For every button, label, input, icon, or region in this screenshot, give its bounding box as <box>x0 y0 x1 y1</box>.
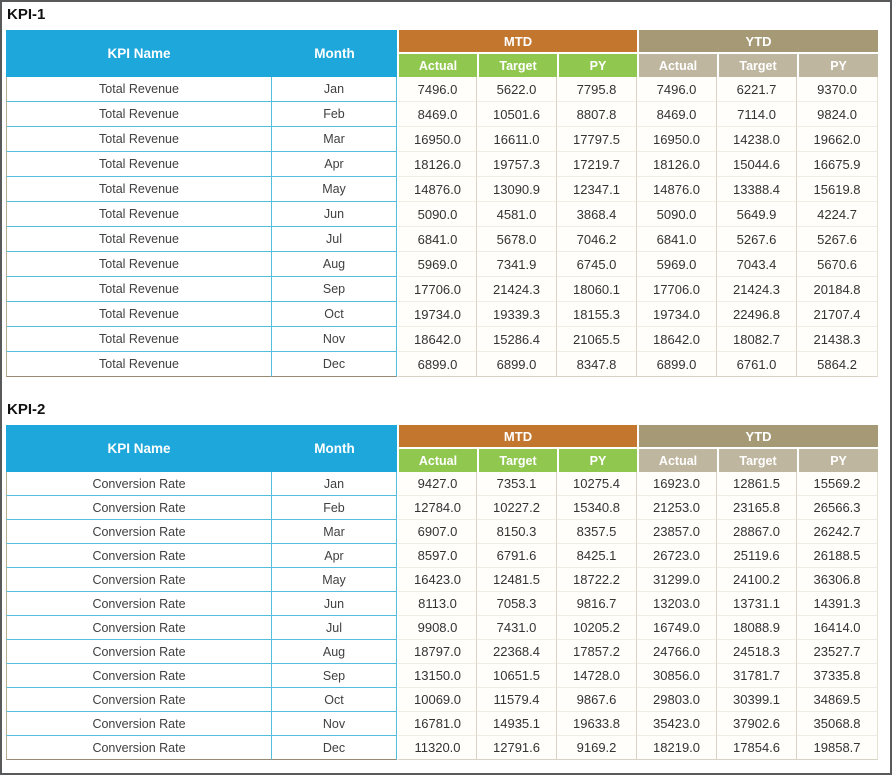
table-row <box>6 640 878 664</box>
ytd-actual-cell: 21253.0 <box>637 496 717 520</box>
ytd-actual-cell: 8469.0 <box>637 102 717 127</box>
ytd-target-cell: 23165.8 <box>717 496 797 520</box>
mtd-target-cell: 5622.0 <box>477 77 557 102</box>
mtd-target-cell: 10227.2 <box>477 496 557 520</box>
ytd-target-cell: 25119.6 <box>717 544 797 568</box>
mtd-actual-cell: 16950.0 <box>397 127 477 152</box>
ytd-actual-cell: 6841.0 <box>637 227 717 252</box>
ytd-py-cell: 26188.5 <box>797 544 878 568</box>
month-header: Month <box>272 425 397 472</box>
ytd-py-cell: 9824.0 <box>797 102 878 127</box>
kpi-name-cell: Total Revenue <box>6 352 272 377</box>
ytd-actual-cell: 23857.0 <box>637 520 717 544</box>
ytd-target-cell: 37902.6 <box>717 712 797 736</box>
kpi-name-cell: Conversion Rate <box>6 472 272 496</box>
mtd-target-cell: 15286.4 <box>477 327 557 352</box>
kpi-name-cell: Total Revenue <box>6 227 272 252</box>
kpi-name-cell: Conversion Rate <box>6 592 272 616</box>
mtd-py-cell: 17219.7 <box>557 152 637 177</box>
table-row <box>6 736 878 760</box>
mtd-target-cell: 16611.0 <box>477 127 557 152</box>
ytd-py-cell: 20184.8 <box>797 277 878 302</box>
kpi-2-rows <box>6 472 878 760</box>
mtd-target-cell: 6899.0 <box>477 352 557 377</box>
mtd-target-cell: 12481.5 <box>477 568 557 592</box>
ytd-py-cell: 37335.8 <box>797 664 878 688</box>
ytd-py-cell: 14391.3 <box>797 592 878 616</box>
ytd-group-header: YTD <box>637 425 878 447</box>
mtd-actual-cell: 6907.0 <box>397 520 477 544</box>
mtd-py-cell: 9867.6 <box>557 688 637 712</box>
table-row <box>6 496 878 520</box>
month-cell: Apr <box>272 544 397 568</box>
mtd-py-cell: 8347.8 <box>557 352 637 377</box>
table-row <box>6 472 878 496</box>
table-row <box>6 616 878 640</box>
month-cell: Jun <box>272 202 397 227</box>
mtd-actual-cell: 16423.0 <box>397 568 477 592</box>
month-cell: Dec <box>272 736 397 760</box>
table-row <box>6 302 878 327</box>
ytd-target-cell: 17854.6 <box>717 736 797 760</box>
month-cell: Jan <box>272 472 397 496</box>
ytd-target-cell: 6221.7 <box>717 77 797 102</box>
mtd-actual-cell: 8469.0 <box>397 102 477 127</box>
ytd-actual-cell: 29803.0 <box>637 688 717 712</box>
ytd-actual-cell: 31299.0 <box>637 568 717 592</box>
ytd-target-header: Target <box>717 52 797 77</box>
mtd-py-cell: 17797.5 <box>557 127 637 152</box>
month-cell: Aug <box>272 640 397 664</box>
table-row <box>6 177 878 202</box>
ytd-target-cell: 31781.7 <box>717 664 797 688</box>
mtd-py-cell: 10275.4 <box>557 472 637 496</box>
month-cell: Mar <box>272 127 397 152</box>
ytd-actual-cell: 30856.0 <box>637 664 717 688</box>
month-cell: Nov <box>272 712 397 736</box>
table-row <box>6 352 878 377</box>
mtd-target-cell: 14935.1 <box>477 712 557 736</box>
table-row <box>6 202 878 227</box>
mtd-py-cell: 18722.2 <box>557 568 637 592</box>
table-row <box>6 127 878 152</box>
ytd-py-header: PY <box>797 447 878 472</box>
mtd-actual-cell: 5969.0 <box>397 252 477 277</box>
ytd-target-cell: 30399.1 <box>717 688 797 712</box>
mtd-py-cell: 7795.8 <box>557 77 637 102</box>
kpi-name-cell: Total Revenue <box>6 127 272 152</box>
ytd-target-header: Target <box>717 447 797 472</box>
kpi-name-cell: Total Revenue <box>6 327 272 352</box>
ytd-actual-header: Actual <box>637 52 717 77</box>
ytd-actual-cell: 16923.0 <box>637 472 717 496</box>
month-cell: Jul <box>272 616 397 640</box>
mtd-target-cell: 7431.0 <box>477 616 557 640</box>
mtd-actual-cell: 8597.0 <box>397 544 477 568</box>
ytd-py-cell: 16675.9 <box>797 152 878 177</box>
report-window <box>2 2 890 760</box>
ytd-actual-cell: 7496.0 <box>637 77 717 102</box>
table-row <box>6 227 878 252</box>
mtd-py-cell: 7046.2 <box>557 227 637 252</box>
ytd-target-cell: 22496.8 <box>717 302 797 327</box>
ytd-target-cell: 28867.0 <box>717 520 797 544</box>
mtd-target-header: Target <box>477 52 557 77</box>
kpi-1-title: KPI-1 <box>7 6 46 23</box>
month-cell: Nov <box>272 327 397 352</box>
mtd-actual-cell: 18642.0 <box>397 327 477 352</box>
kpi-name-cell: Conversion Rate <box>6 616 272 640</box>
ytd-actual-cell: 35423.0 <box>637 712 717 736</box>
ytd-target-cell: 18082.7 <box>717 327 797 352</box>
month-cell: Jul <box>272 227 397 252</box>
ytd-target-cell: 13731.1 <box>717 592 797 616</box>
month-cell: Feb <box>272 102 397 127</box>
ytd-actual-cell: 24766.0 <box>637 640 717 664</box>
ytd-target-cell: 7043.4 <box>717 252 797 277</box>
mtd-py-cell: 12347.1 <box>557 177 637 202</box>
table-row <box>6 712 878 736</box>
mtd-actual-cell: 6899.0 <box>397 352 477 377</box>
kpi-name-cell: Conversion Rate <box>6 568 272 592</box>
ytd-actual-cell: 13203.0 <box>637 592 717 616</box>
ytd-py-cell: 21707.4 <box>797 302 878 327</box>
mtd-target-cell: 5678.0 <box>477 227 557 252</box>
mtd-target-cell: 7058.3 <box>477 592 557 616</box>
ytd-py-cell: 19858.7 <box>797 736 878 760</box>
ytd-target-cell: 5267.6 <box>717 227 797 252</box>
table-row <box>6 520 878 544</box>
ytd-target-cell: 6761.0 <box>717 352 797 377</box>
mtd-py-cell: 17857.2 <box>557 640 637 664</box>
mtd-actual-cell: 12784.0 <box>397 496 477 520</box>
ytd-target-cell: 14238.0 <box>717 127 797 152</box>
mtd-py-cell: 15340.8 <box>557 496 637 520</box>
month-header: Month <box>272 30 397 77</box>
mtd-target-cell: 11579.4 <box>477 688 557 712</box>
mtd-py-cell: 21065.5 <box>557 327 637 352</box>
ytd-actual-cell: 16950.0 <box>637 127 717 152</box>
kpi-name-cell: Conversion Rate <box>6 736 272 760</box>
ytd-actual-cell: 18642.0 <box>637 327 717 352</box>
ytd-target-cell: 5649.9 <box>717 202 797 227</box>
mtd-actual-cell: 14876.0 <box>397 177 477 202</box>
table-row <box>6 568 878 592</box>
ytd-py-cell: 4224.7 <box>797 202 878 227</box>
mtd-actual-cell: 7496.0 <box>397 77 477 102</box>
mtd-target-cell: 8150.3 <box>477 520 557 544</box>
mtd-py-cell: 6745.0 <box>557 252 637 277</box>
ytd-target-cell: 13388.4 <box>717 177 797 202</box>
ytd-target-cell: 15044.6 <box>717 152 797 177</box>
month-cell: Mar <box>272 520 397 544</box>
month-cell: Apr <box>272 152 397 177</box>
ytd-py-cell: 19662.0 <box>797 127 878 152</box>
mtd-py-cell: 8425.1 <box>557 544 637 568</box>
ytd-py-cell: 15569.2 <box>797 472 878 496</box>
month-cell: Oct <box>272 302 397 327</box>
ytd-actual-cell: 5969.0 <box>637 252 717 277</box>
kpi-name-cell: Total Revenue <box>6 277 272 302</box>
mtd-actual-header: Actual <box>397 447 477 472</box>
mtd-target-cell: 6791.6 <box>477 544 557 568</box>
month-cell: Jan <box>272 77 397 102</box>
month-cell: Jun <box>272 592 397 616</box>
kpi-name-header: KPI Name <box>6 425 272 472</box>
mtd-target-cell: 19339.3 <box>477 302 557 327</box>
mtd-target-cell: 4581.0 <box>477 202 557 227</box>
mtd-actual-cell: 10069.0 <box>397 688 477 712</box>
ytd-actual-cell: 6899.0 <box>637 352 717 377</box>
table-row <box>6 152 878 177</box>
ytd-target-cell: 12861.5 <box>717 472 797 496</box>
mtd-actual-cell: 13150.0 <box>397 664 477 688</box>
mtd-actual-header: Actual <box>397 52 477 77</box>
mtd-py-header: PY <box>557 447 637 472</box>
ytd-target-cell: 21424.3 <box>717 277 797 302</box>
ytd-py-cell: 36306.8 <box>797 568 878 592</box>
table-row <box>6 252 878 277</box>
ytd-py-cell: 23527.7 <box>797 640 878 664</box>
kpi-name-header: KPI Name <box>6 30 272 77</box>
kpi-name-cell: Total Revenue <box>6 252 272 277</box>
mtd-py-header: PY <box>557 52 637 77</box>
mtd-actual-cell: 8113.0 <box>397 592 477 616</box>
mtd-target-cell: 13090.9 <box>477 177 557 202</box>
ytd-py-cell: 9370.0 <box>797 77 878 102</box>
ytd-group-header: YTD <box>637 30 878 52</box>
mtd-actual-cell: 5090.0 <box>397 202 477 227</box>
kpi-1-table <box>6 30 878 377</box>
mtd-py-cell: 19633.8 <box>557 712 637 736</box>
ytd-target-cell: 24100.2 <box>717 568 797 592</box>
ytd-py-cell: 16414.0 <box>797 616 878 640</box>
month-cell: Sep <box>272 664 397 688</box>
mtd-actual-cell: 17706.0 <box>397 277 477 302</box>
ytd-py-cell: 5670.6 <box>797 252 878 277</box>
month-cell: Aug <box>272 252 397 277</box>
kpi-1-rows <box>6 77 878 377</box>
kpi-name-cell: Total Revenue <box>6 152 272 177</box>
mtd-actual-cell: 9427.0 <box>397 472 477 496</box>
mtd-target-cell: 10651.5 <box>477 664 557 688</box>
mtd-actual-cell: 16781.0 <box>397 712 477 736</box>
mtd-actual-cell: 19734.0 <box>397 302 477 327</box>
mtd-group-header: MTD <box>397 30 637 52</box>
ytd-actual-cell: 18126.0 <box>637 152 717 177</box>
month-cell: Oct <box>272 688 397 712</box>
kpi-name-cell: Total Revenue <box>6 202 272 227</box>
mtd-py-cell: 10205.2 <box>557 616 637 640</box>
mtd-target-header: Target <box>477 447 557 472</box>
kpi-name-cell: Total Revenue <box>6 102 272 127</box>
mtd-target-cell: 7353.1 <box>477 472 557 496</box>
kpi-1-section <box>6 4 890 377</box>
kpi-name-cell: Conversion Rate <box>6 712 272 736</box>
ytd-actual-cell: 16749.0 <box>637 616 717 640</box>
kpi-name-cell: Total Revenue <box>6 302 272 327</box>
table-row <box>6 102 878 127</box>
month-cell: May <box>272 568 397 592</box>
month-cell: May <box>272 177 397 202</box>
table-row <box>6 327 878 352</box>
table-row <box>6 664 878 688</box>
ytd-py-header: PY <box>797 52 878 77</box>
month-cell: Feb <box>272 496 397 520</box>
mtd-target-cell: 12791.6 <box>477 736 557 760</box>
kpi-name-cell: Total Revenue <box>6 77 272 102</box>
ytd-py-cell: 34869.5 <box>797 688 878 712</box>
ytd-py-cell: 35068.8 <box>797 712 878 736</box>
mtd-actual-cell: 6841.0 <box>397 227 477 252</box>
ytd-actual-cell: 5090.0 <box>637 202 717 227</box>
mtd-actual-cell: 11320.0 <box>397 736 477 760</box>
ytd-py-cell: 5864.2 <box>797 352 878 377</box>
table-row <box>6 77 878 102</box>
ytd-py-cell: 26566.3 <box>797 496 878 520</box>
ytd-target-cell: 7114.0 <box>717 102 797 127</box>
ytd-py-cell: 5267.6 <box>797 227 878 252</box>
mtd-target-cell: 10501.6 <box>477 102 557 127</box>
mtd-py-cell: 8357.5 <box>557 520 637 544</box>
ytd-py-cell: 15619.8 <box>797 177 878 202</box>
ytd-actual-cell: 19734.0 <box>637 302 717 327</box>
mtd-target-cell: 21424.3 <box>477 277 557 302</box>
ytd-target-cell: 24518.3 <box>717 640 797 664</box>
ytd-actual-header: Actual <box>637 447 717 472</box>
mtd-target-cell: 7341.9 <box>477 252 557 277</box>
ytd-actual-cell: 17706.0 <box>637 277 717 302</box>
kpi-2-section <box>6 399 890 760</box>
table-row <box>6 688 878 712</box>
kpi-name-cell: Conversion Rate <box>6 496 272 520</box>
kpi-name-cell: Total Revenue <box>6 177 272 202</box>
mtd-target-cell: 22368.4 <box>477 640 557 664</box>
mtd-target-cell: 19757.3 <box>477 152 557 177</box>
kpi-name-cell: Conversion Rate <box>6 640 272 664</box>
ytd-py-cell: 26242.7 <box>797 520 878 544</box>
mtd-py-cell: 8807.8 <box>557 102 637 127</box>
mtd-py-cell: 3868.4 <box>557 202 637 227</box>
kpi-name-cell: Conversion Rate <box>6 520 272 544</box>
mtd-group-header: MTD <box>397 425 637 447</box>
month-cell: Sep <box>272 277 397 302</box>
ytd-actual-cell: 26723.0 <box>637 544 717 568</box>
mtd-py-cell: 9816.7 <box>557 592 637 616</box>
kpi-2-title: KPI-2 <box>7 401 46 418</box>
ytd-target-cell: 18088.9 <box>717 616 797 640</box>
ytd-actual-cell: 14876.0 <box>637 177 717 202</box>
kpi-name-cell: Conversion Rate <box>6 544 272 568</box>
table-row <box>6 277 878 302</box>
kpi-name-cell: Conversion Rate <box>6 688 272 712</box>
kpi-2-table <box>6 425 878 760</box>
mtd-actual-cell: 9908.0 <box>397 616 477 640</box>
mtd-py-cell: 9169.2 <box>557 736 637 760</box>
ytd-actual-cell: 18219.0 <box>637 736 717 760</box>
mtd-py-cell: 18155.3 <box>557 302 637 327</box>
mtd-actual-cell: 18126.0 <box>397 152 477 177</box>
mtd-py-cell: 14728.0 <box>557 664 637 688</box>
kpi-name-cell: Conversion Rate <box>6 664 272 688</box>
table-row <box>6 544 878 568</box>
mtd-actual-cell: 18797.0 <box>397 640 477 664</box>
mtd-py-cell: 18060.1 <box>557 277 637 302</box>
month-cell: Dec <box>272 352 397 377</box>
ytd-py-cell: 21438.3 <box>797 327 878 352</box>
table-row <box>6 592 878 616</box>
